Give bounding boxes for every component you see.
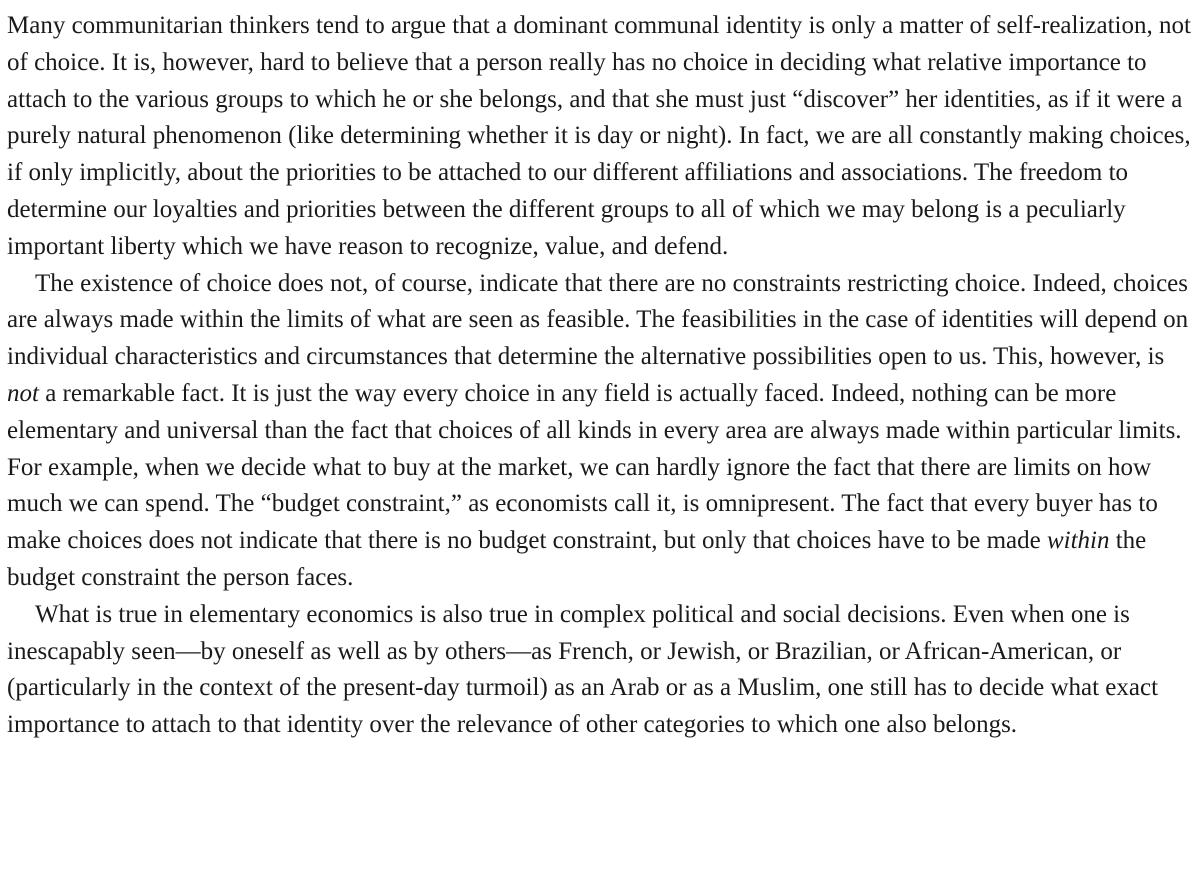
paragraph-1 bbox=[7, 8, 1198, 266]
paragraph-1-text: Many communitarian thinkers tend to argue that a dominant communal identity is only a matter of self-realization, not of choice. It is, however, hard to believe that a person really has no choice in deciding what relative importance to attach to the various groups to which he or she belongs, and that she must just “discover” her identities, as if it were a purely natural phenomenon (like determining whether it is day or night). In fact, we are all constantly making choices, if only implicitly, about the priorities to be attached to our different affiliations and associations. The freedom to determine our loyalties and priorities between the different groups to all of which we may belong is a peculiarly important liberty which we have reason to recognize, value, and defend. bbox=[7, 12, 1198, 260]
paragraph-2-text-b: a remarkable fact. It is just the way every choice in any field is actually faced. Indeed, nothing can be more elementary and universal than the fact that choices of all kinds in every area are always made within particular limits. For example, when we decide what to buy at the market, we can hardly ignore the fact that there are limits on how much we can spend. The “budget constraint,” as economists call it, is omnipresent. The fact that every buyer has to make choices does not indicate that there is no budget constraint, but only that choices have to be made bbox=[7, 379, 1188, 555]
paragraph-2 bbox=[7, 266, 1195, 597]
paragraph-2-text-a: The existence of choice does not, of course, indicate that there are no constraints restricting choice. Indeed, choices are always made within the limits of what are seen as feasible. The feasibilities in the case of identities will depend on individual characteristics and circumstances that determine the alternative possibilities open to us. This, however, is bbox=[7, 269, 1195, 371]
paragraph-2-emphasis-within: within bbox=[1046, 527, 1110, 555]
document-page bbox=[7, 8, 1198, 744]
paragraph-2-emphasis-not: not bbox=[7, 379, 39, 407]
paragraph-2-text-c: the budget constraint the person faces. bbox=[7, 527, 1153, 591]
paragraph-3-text: What is true in elementary economics is also true in complex political and social decisions. Even when one is inescapably seen—by oneself as well as by others—as French, or Jewish, or Brazilian, or African-American, or (particularly in the context of the present-day turmoil) as an Arab or as a Muslim, one still has to decide what exact importance to attach to that identity over the relevance of other categories to which one also belongs. bbox=[7, 600, 1165, 739]
paragraph-3 bbox=[7, 597, 1195, 744]
